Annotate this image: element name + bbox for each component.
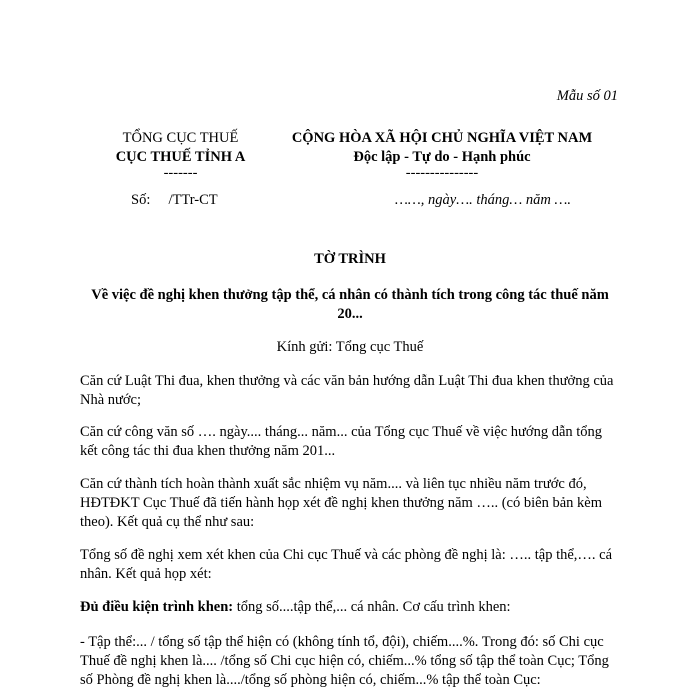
national-divider: --------------- [405, 165, 479, 181]
document-date: ……, ngày…. tháng… năm …. [395, 192, 572, 208]
paragraph-official-letter: Căn cứ công văn số …. ngày.... tháng... năm... của Tổng cục Thuế về việc hướng dẫn tổng kết công tác thi đua khen thưởng năm 201... [80, 424, 603, 459]
eligible-label: Đủ điều kiện trình khen: [80, 599, 234, 615]
paragraph-achievement: Căn cứ thành tích hoàn thành xuất sắc nhiệm vụ năm.... và liên tục nhiều năm trước đó, HĐTĐKT Cục Thuế đã tiến hành họp xét đề nghị khen thưởng năm ….. (có biên bản kèm theo). Kết quả cụ thể như sau: [80, 476, 602, 530]
document-subtitle: Về việc đề nghị khen thưởng tập thể, cá nhân có thành tích trong công tác thuế năm 20... [91, 287, 609, 322]
paragraph-total-proposals: Tổng số đề nghị xem xét khen của Chi cục Thuế và các phòng đề nghị là: ….. tập thể,…. cá nhân. Kết quả họp xét: [80, 547, 613, 582]
recipient-line: Kính gửi: Tổng cục Thuế [276, 339, 424, 355]
paragraph-legal-basis: Căn cứ Luật Thi đua, khen thưởng và các văn bản hướng dẫn Luật Thi đua khen thưởng của Nhà nước; [80, 373, 614, 408]
paragraph-eligible [80, 598, 620, 617]
organization-divider: ------- [163, 165, 198, 181]
document-title: TỜ TRÌNH [314, 251, 386, 267]
organization-header [93, 129, 268, 179]
form-number: Mẫu số 01 [556, 88, 618, 104]
national-title: CỘNG HÒA XÃ HỘI CHỦ NGHĨA VIỆT NAM [291, 130, 593, 146]
organization-name: CỤC THUẾ TỈNH A [115, 149, 246, 165]
national-header [262, 129, 622, 179]
document-number: Số: /TTr-CT [131, 192, 218, 208]
parent-organization: TỔNG CỤC THUẾ [122, 130, 239, 146]
national-motto: Độc lập - Tự do - Hạnh phúc [353, 149, 531, 165]
paragraph-collective-breakdown: - Tập thể:... / tổng số tập thể hiện có (không tính tổ, đội), chiếm....%. Trong đó: số Chi cục Thuế đề nghị khen là.... /tổng số Chi cục hiện có, chiếm...% tổng số tập thể toàn Cục; Tổng số Phòng đề nghị khen là..../tổng số phòng hiện có, chiếm...% tập thể toàn Cục: [80, 634, 609, 688]
eligible-text: tổng số....tập thể,... cá nhân. Cơ cấu trình khen: [233, 599, 511, 615]
